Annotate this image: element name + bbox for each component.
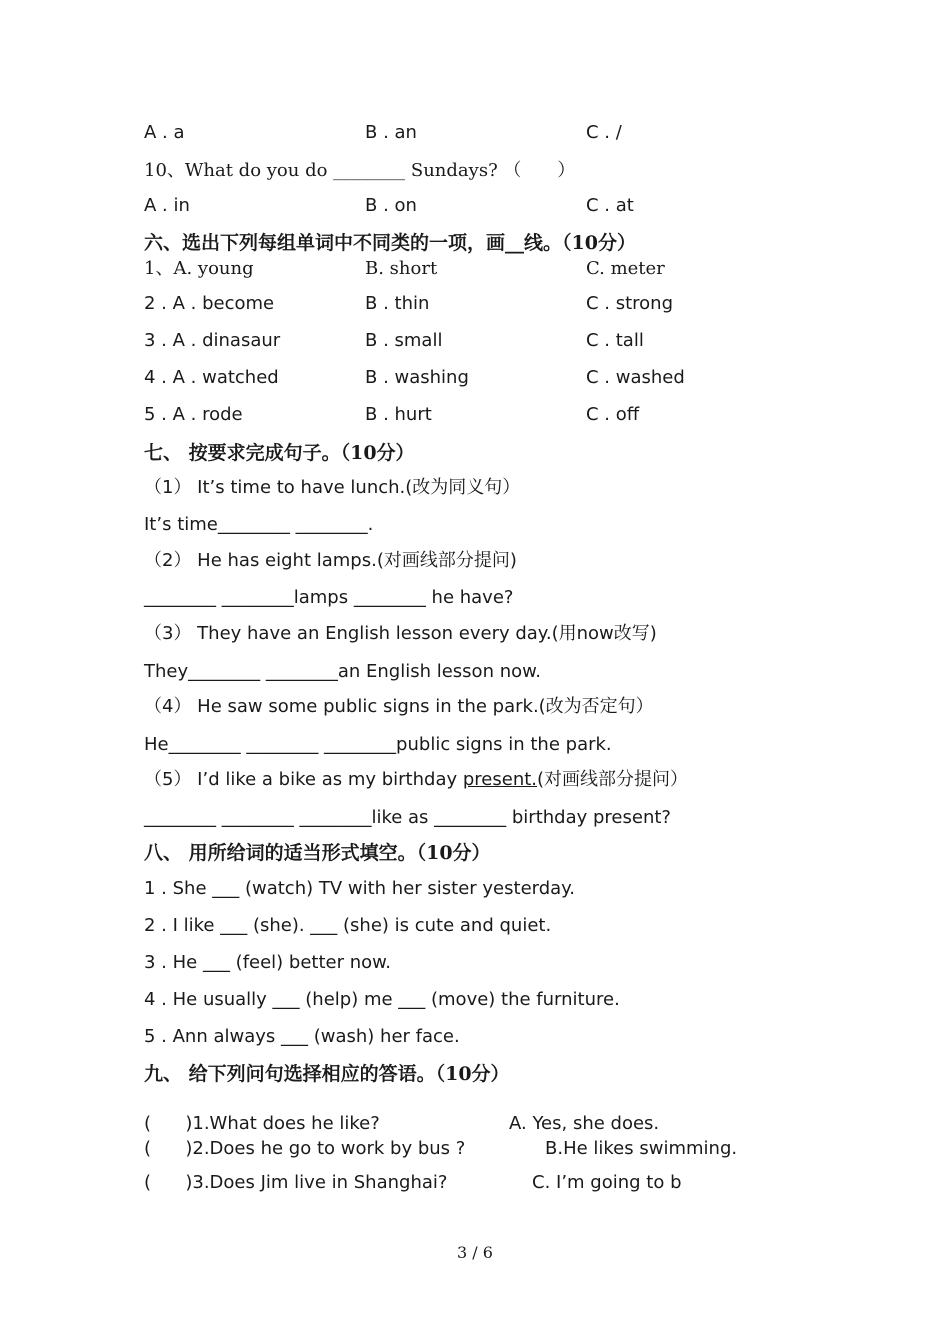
section7-item2-answer: ________ ________lamps ________ he have?	[144, 587, 514, 608]
section9-row1-question: ( )1.What does he like?	[144, 1113, 380, 1134]
section7-item2-question: （2） He has eight lamps.(对画线部分提问)	[144, 550, 517, 571]
section6-row1-b: B. short	[365, 258, 438, 279]
q9-option-c: C . /	[586, 122, 622, 143]
section6-row4-a: 4 . A . watched	[144, 367, 279, 388]
q9-option-b: B . an	[365, 122, 417, 143]
section9-row3-answer: C. I’m going to b	[532, 1172, 682, 1193]
section6-heading: 六、选出下列每组单词中不同类的一项，画__线。（10分）	[144, 232, 636, 254]
item5-suffix: (对画线部分提问）	[537, 769, 689, 790]
section9-row2-question: ( )2.Does he go to work by bus ?	[144, 1138, 466, 1159]
section7-item1-answer: It’s time________ ________.	[144, 514, 374, 535]
item5-underlined-word: present.	[462, 769, 538, 790]
section9-row3-question: ( )3.Does Jim live in Shanghai?	[144, 1172, 448, 1193]
section9-row2-answer: B.He likes swimming.	[545, 1138, 738, 1159]
section6-row1-a: 1、A. young	[144, 258, 254, 279]
section9-heading: 九、 给下列问句选择相应的答语。（10分）	[144, 1063, 510, 1085]
section8-heading: 八、 用所给词的适当形式填空。（10分）	[144, 842, 491, 864]
section6-row3-c: C . tall	[586, 330, 644, 351]
item5-prefix: （5） I’d like a bike as my birthday	[144, 769, 463, 790]
q9-option-a: A . a	[144, 122, 185, 143]
section8-item5: 5 . Ann always ___ (wash) her face.	[144, 1026, 460, 1047]
section6-row5-c: C . off	[586, 404, 640, 425]
section7-item4-question: （4） He saw some public signs in the park.(改为否定句）	[144, 696, 654, 717]
section6-row4-c: C . washed	[586, 367, 685, 388]
section7-item5-question	[144, 768, 688, 792]
section6-row1-c: C. meter	[586, 258, 665, 279]
section8-item1: 1 . She ___ (watch) TV with her sister yesterday.	[144, 878, 575, 899]
section7-item1-question: （1） It’s time to have lunch.(改为同义句）	[144, 477, 521, 498]
section6-row2-c: C . strong	[586, 293, 674, 314]
section7-heading: 七、 按要求完成句子。（10分）	[144, 442, 415, 464]
section6-row2-b: B . thin	[365, 293, 430, 314]
section6-row2-a: 2 . A . become	[144, 293, 275, 314]
section8-item2: 2 . I like ___ (she). ___ (she) is cute and quiet.	[144, 915, 552, 936]
q10-option-a: A . in	[144, 195, 190, 216]
section6-row4-b: B . washing	[365, 367, 469, 388]
section7-item4-answer: He________ ________ ________public signs in the park.	[144, 734, 612, 755]
q10-option-b: B . on	[365, 195, 417, 216]
section8-item4: 4 . He usually ___ (help) me ___ (move) the furniture.	[144, 989, 620, 1010]
section8-item3: 3 . He ___ (feel) better now.	[144, 952, 391, 973]
section6-row5-a: 5 . A . rode	[144, 404, 243, 425]
page-number: 3 / 6	[457, 1243, 493, 1262]
section7-item5-answer: ________ ________ ________like as ________ birthday present?	[144, 807, 671, 828]
q10-option-c: C . at	[586, 195, 634, 216]
section6-row5-b: B . hurt	[365, 404, 432, 425]
q10-question: 10、What do you do ________ Sundays? （ ）	[144, 160, 576, 181]
section6-row3-a: 3 . A . dinasaur	[144, 330, 281, 351]
section9-row1-answer: A. Yes, she does.	[509, 1113, 660, 1134]
section7-item3-answer: They________ ________an English lesson now.	[144, 661, 541, 682]
section6-row3-b: B . small	[365, 330, 443, 351]
section7-item3-question: （3） They have an English lesson every day.(用now改写)	[144, 623, 657, 644]
